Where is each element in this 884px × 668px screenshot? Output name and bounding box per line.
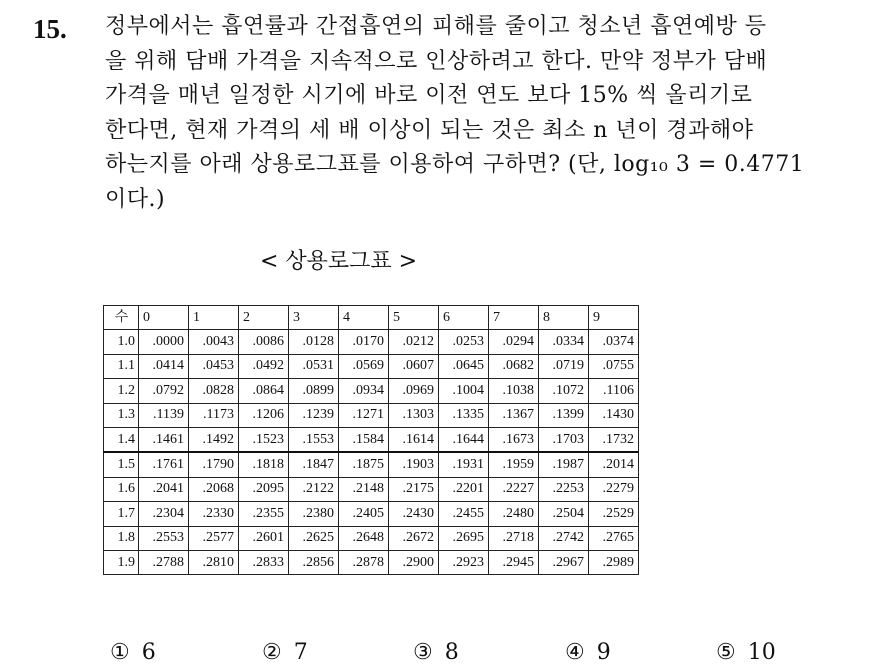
table-row — [104, 526, 639, 550]
log-value-cell: .0128 — [289, 330, 339, 354]
answer-choice-1[interactable] — [110, 640, 156, 665]
row-header-cell: 1.8 — [104, 526, 139, 550]
log-value-cell: .1072 — [539, 379, 589, 403]
table-row — [104, 477, 639, 501]
log-value-cell: .2742 — [539, 526, 589, 550]
choice-value: 6 — [141, 640, 156, 665]
log-value-cell: .0000 — [139, 330, 189, 354]
row-header-cell: 1.0 — [104, 330, 139, 354]
table-header-row — [104, 306, 639, 330]
log-value-cell: .2625 — [289, 526, 339, 550]
log-value-cell: .2175 — [389, 477, 439, 501]
log-value-cell: .0969 — [389, 379, 439, 403]
log-value-cell: .2577 — [189, 526, 239, 550]
log-value-cell: .2553 — [139, 526, 189, 550]
log-value-cell: .1173 — [189, 403, 239, 427]
log-value-cell: .2355 — [239, 502, 289, 526]
log-value-cell: .0792 — [139, 379, 189, 403]
log-value-cell: .2878 — [339, 550, 389, 574]
log-value-cell: .2856 — [289, 550, 339, 574]
log-value-cell: .2148 — [339, 477, 389, 501]
log-value-cell: .2504 — [539, 502, 589, 526]
choice-mark: ② — [262, 640, 282, 665]
log-value-cell: .1303 — [389, 403, 439, 427]
log-value-cell: .2405 — [339, 502, 389, 526]
log-value-cell: .0086 — [239, 330, 289, 354]
log-value-cell: .0755 — [589, 354, 639, 378]
log-value-cell: .1553 — [289, 427, 339, 452]
choice-value: 7 — [293, 640, 308, 665]
log-value-cell: .1790 — [189, 452, 239, 477]
log-value-cell: .1239 — [289, 403, 339, 427]
log-value-cell: .2695 — [439, 526, 489, 550]
row-header-cell: 1.3 — [104, 403, 139, 427]
log-value-cell: .2380 — [289, 502, 339, 526]
log-value-cell: .2201 — [439, 477, 489, 501]
table-row — [104, 354, 639, 378]
table-row — [104, 330, 639, 354]
log-value-cell: .1614 — [389, 427, 439, 452]
log-value-cell: .1461 — [139, 427, 189, 452]
question-line: 이다.) — [105, 186, 166, 212]
table-row — [104, 502, 639, 526]
header-cell-digit: 2 — [239, 306, 289, 330]
log-value-cell: .0645 — [439, 354, 489, 378]
log-value-cell: .2648 — [339, 526, 389, 550]
log-value-cell: .2923 — [439, 550, 489, 574]
row-header-cell: 1.6 — [104, 477, 139, 501]
log-value-cell: .2330 — [189, 502, 239, 526]
log-value-cell: .1959 — [489, 452, 539, 477]
log-value-cell: .2718 — [489, 526, 539, 550]
row-header-cell: 1.2 — [104, 379, 139, 403]
answer-choice-5[interactable] — [716, 640, 776, 665]
log-value-cell: .0934 — [339, 379, 389, 403]
log-value-cell: .2765 — [589, 526, 639, 550]
log-value-cell: .2833 — [239, 550, 289, 574]
choice-value: 10 — [747, 640, 776, 665]
table-row — [104, 550, 639, 574]
table-row — [104, 379, 639, 403]
log-value-cell: .1847 — [289, 452, 339, 477]
log-value-cell: .2989 — [589, 550, 639, 574]
log-value-cell: .1335 — [439, 403, 489, 427]
log-value-cell: .2529 — [589, 502, 639, 526]
row-header-cell: 1.9 — [104, 550, 139, 574]
log-value-cell: .0607 — [389, 354, 439, 378]
log-value-cell: .1673 — [489, 427, 539, 452]
row-header-cell: 1.5 — [104, 452, 139, 477]
row-header-cell: 1.7 — [104, 502, 139, 526]
log-value-cell: .2430 — [389, 502, 439, 526]
log-value-cell: .1875 — [339, 452, 389, 477]
log-value-cell: .2122 — [289, 477, 339, 501]
answer-choice-2[interactable] — [262, 640, 308, 665]
log-value-cell: .2095 — [239, 477, 289, 501]
log-value-cell: .0043 — [189, 330, 239, 354]
log-value-cell: .2788 — [139, 550, 189, 574]
log-value-cell: .1987 — [539, 452, 589, 477]
log-value-cell: .2601 — [239, 526, 289, 550]
answer-choice-4[interactable] — [565, 640, 611, 665]
log-value-cell: .0719 — [539, 354, 589, 378]
log-value-cell: .1703 — [539, 427, 589, 452]
log-value-cell: .1818 — [239, 452, 289, 477]
log-value-cell: .1038 — [489, 379, 539, 403]
log-value-cell: .2810 — [189, 550, 239, 574]
log-value-cell: .2253 — [539, 477, 589, 501]
log-value-cell: .1106 — [589, 379, 639, 403]
choice-mark: ⑤ — [716, 640, 736, 665]
row-header-cell: 1.1 — [104, 354, 139, 378]
log-value-cell: .0899 — [289, 379, 339, 403]
log-value-cell: .0569 — [339, 354, 389, 378]
choice-mark: ③ — [413, 640, 433, 665]
log-value-cell: .0253 — [439, 330, 489, 354]
log-value-cell: .2014 — [589, 452, 639, 477]
log-value-cell: .0492 — [239, 354, 289, 378]
choice-mark: ① — [110, 640, 130, 665]
log-value-cell: .2967 — [539, 550, 589, 574]
log-value-cell: .2480 — [489, 502, 539, 526]
log-value-cell: .2041 — [139, 477, 189, 501]
log-value-cell: .1399 — [539, 403, 589, 427]
log-value-cell: .1931 — [439, 452, 489, 477]
log-value-cell: .1732 — [589, 427, 639, 452]
log-value-cell: .0682 — [489, 354, 539, 378]
question-number: 15. — [33, 14, 67, 44]
log-value-cell: .2900 — [389, 550, 439, 574]
log-value-cell: .2455 — [439, 502, 489, 526]
log-value-cell: .0453 — [189, 354, 239, 378]
answer-choice-3[interactable] — [413, 640, 459, 665]
header-cell-digit: 9 — [589, 306, 639, 330]
header-cell-number: 수 — [104, 306, 139, 330]
header-cell-digit: 5 — [389, 306, 439, 330]
log-value-cell: .1903 — [389, 452, 439, 477]
choice-value: 8 — [444, 640, 459, 665]
table-row — [104, 452, 639, 477]
log-value-cell: .2279 — [589, 477, 639, 501]
header-cell-digit: 3 — [289, 306, 339, 330]
log-value-cell: .1430 — [589, 403, 639, 427]
log-value-cell: .0414 — [139, 354, 189, 378]
log-value-cell: .0334 — [539, 330, 589, 354]
table-title: < 상용로그표 > — [260, 249, 418, 274]
log-value-cell: .1523 — [239, 427, 289, 452]
choice-mark: ④ — [565, 640, 585, 665]
question-text — [105, 10, 865, 217]
question-line: 한다면, 현재 가격의 세 배 이상이 되는 것은 최소 n 년이 경과해야 — [105, 117, 754, 143]
question-line: 정부에서는 흡연률과 간접흡연의 피해를 줄이고 청소년 흡연예방 등 — [105, 14, 767, 39]
log-value-cell: .1492 — [189, 427, 239, 452]
log-value-cell: .1206 — [239, 403, 289, 427]
log-value-cell: .1004 — [439, 379, 489, 403]
log-value-cell: .0828 — [189, 379, 239, 403]
header-cell-digit: 0 — [139, 306, 189, 330]
log-value-cell: .1139 — [139, 403, 189, 427]
log-value-cell: .0294 — [489, 330, 539, 354]
question-line: 을 위해 담배 가격을 지속적으로 인상하려고 한다. 만약 정부가 담배 — [105, 48, 768, 74]
log-value-cell: .0531 — [289, 354, 339, 378]
row-header-cell: 1.4 — [104, 427, 139, 452]
log-value-cell: .0212 — [389, 330, 439, 354]
question-line: 가격을 매년 일정한 시기에 바로 이전 연도 보다 15% 씩 올리기로 — [105, 83, 753, 108]
table-row — [104, 427, 639, 452]
header-cell-digit: 7 — [489, 306, 539, 330]
question-line: 하는지를 아래 상용로그표를 이용하여 구하면? (단, log₁₀ 3 = 0.4771 — [105, 152, 805, 177]
log-value-cell: .1271 — [339, 403, 389, 427]
common-log-table — [103, 305, 639, 575]
log-value-cell: .2672 — [389, 526, 439, 550]
log-value-cell: .2945 — [489, 550, 539, 574]
log-value-cell: .2227 — [489, 477, 539, 501]
log-value-cell: .1367 — [489, 403, 539, 427]
log-value-cell: .2304 — [139, 502, 189, 526]
log-value-cell: .0864 — [239, 379, 289, 403]
log-value-cell: .1761 — [139, 452, 189, 477]
choice-value: 9 — [596, 640, 611, 665]
log-value-cell: .0170 — [339, 330, 389, 354]
header-cell-digit: 8 — [539, 306, 589, 330]
header-cell-digit: 1 — [189, 306, 239, 330]
log-value-cell: .1584 — [339, 427, 389, 452]
log-value-cell: .2068 — [189, 477, 239, 501]
header-cell-digit: 6 — [439, 306, 489, 330]
table-row — [104, 403, 639, 427]
log-value-cell: .1644 — [439, 427, 489, 452]
header-cell-digit: 4 — [339, 306, 389, 330]
log-value-cell: .0374 — [589, 330, 639, 354]
